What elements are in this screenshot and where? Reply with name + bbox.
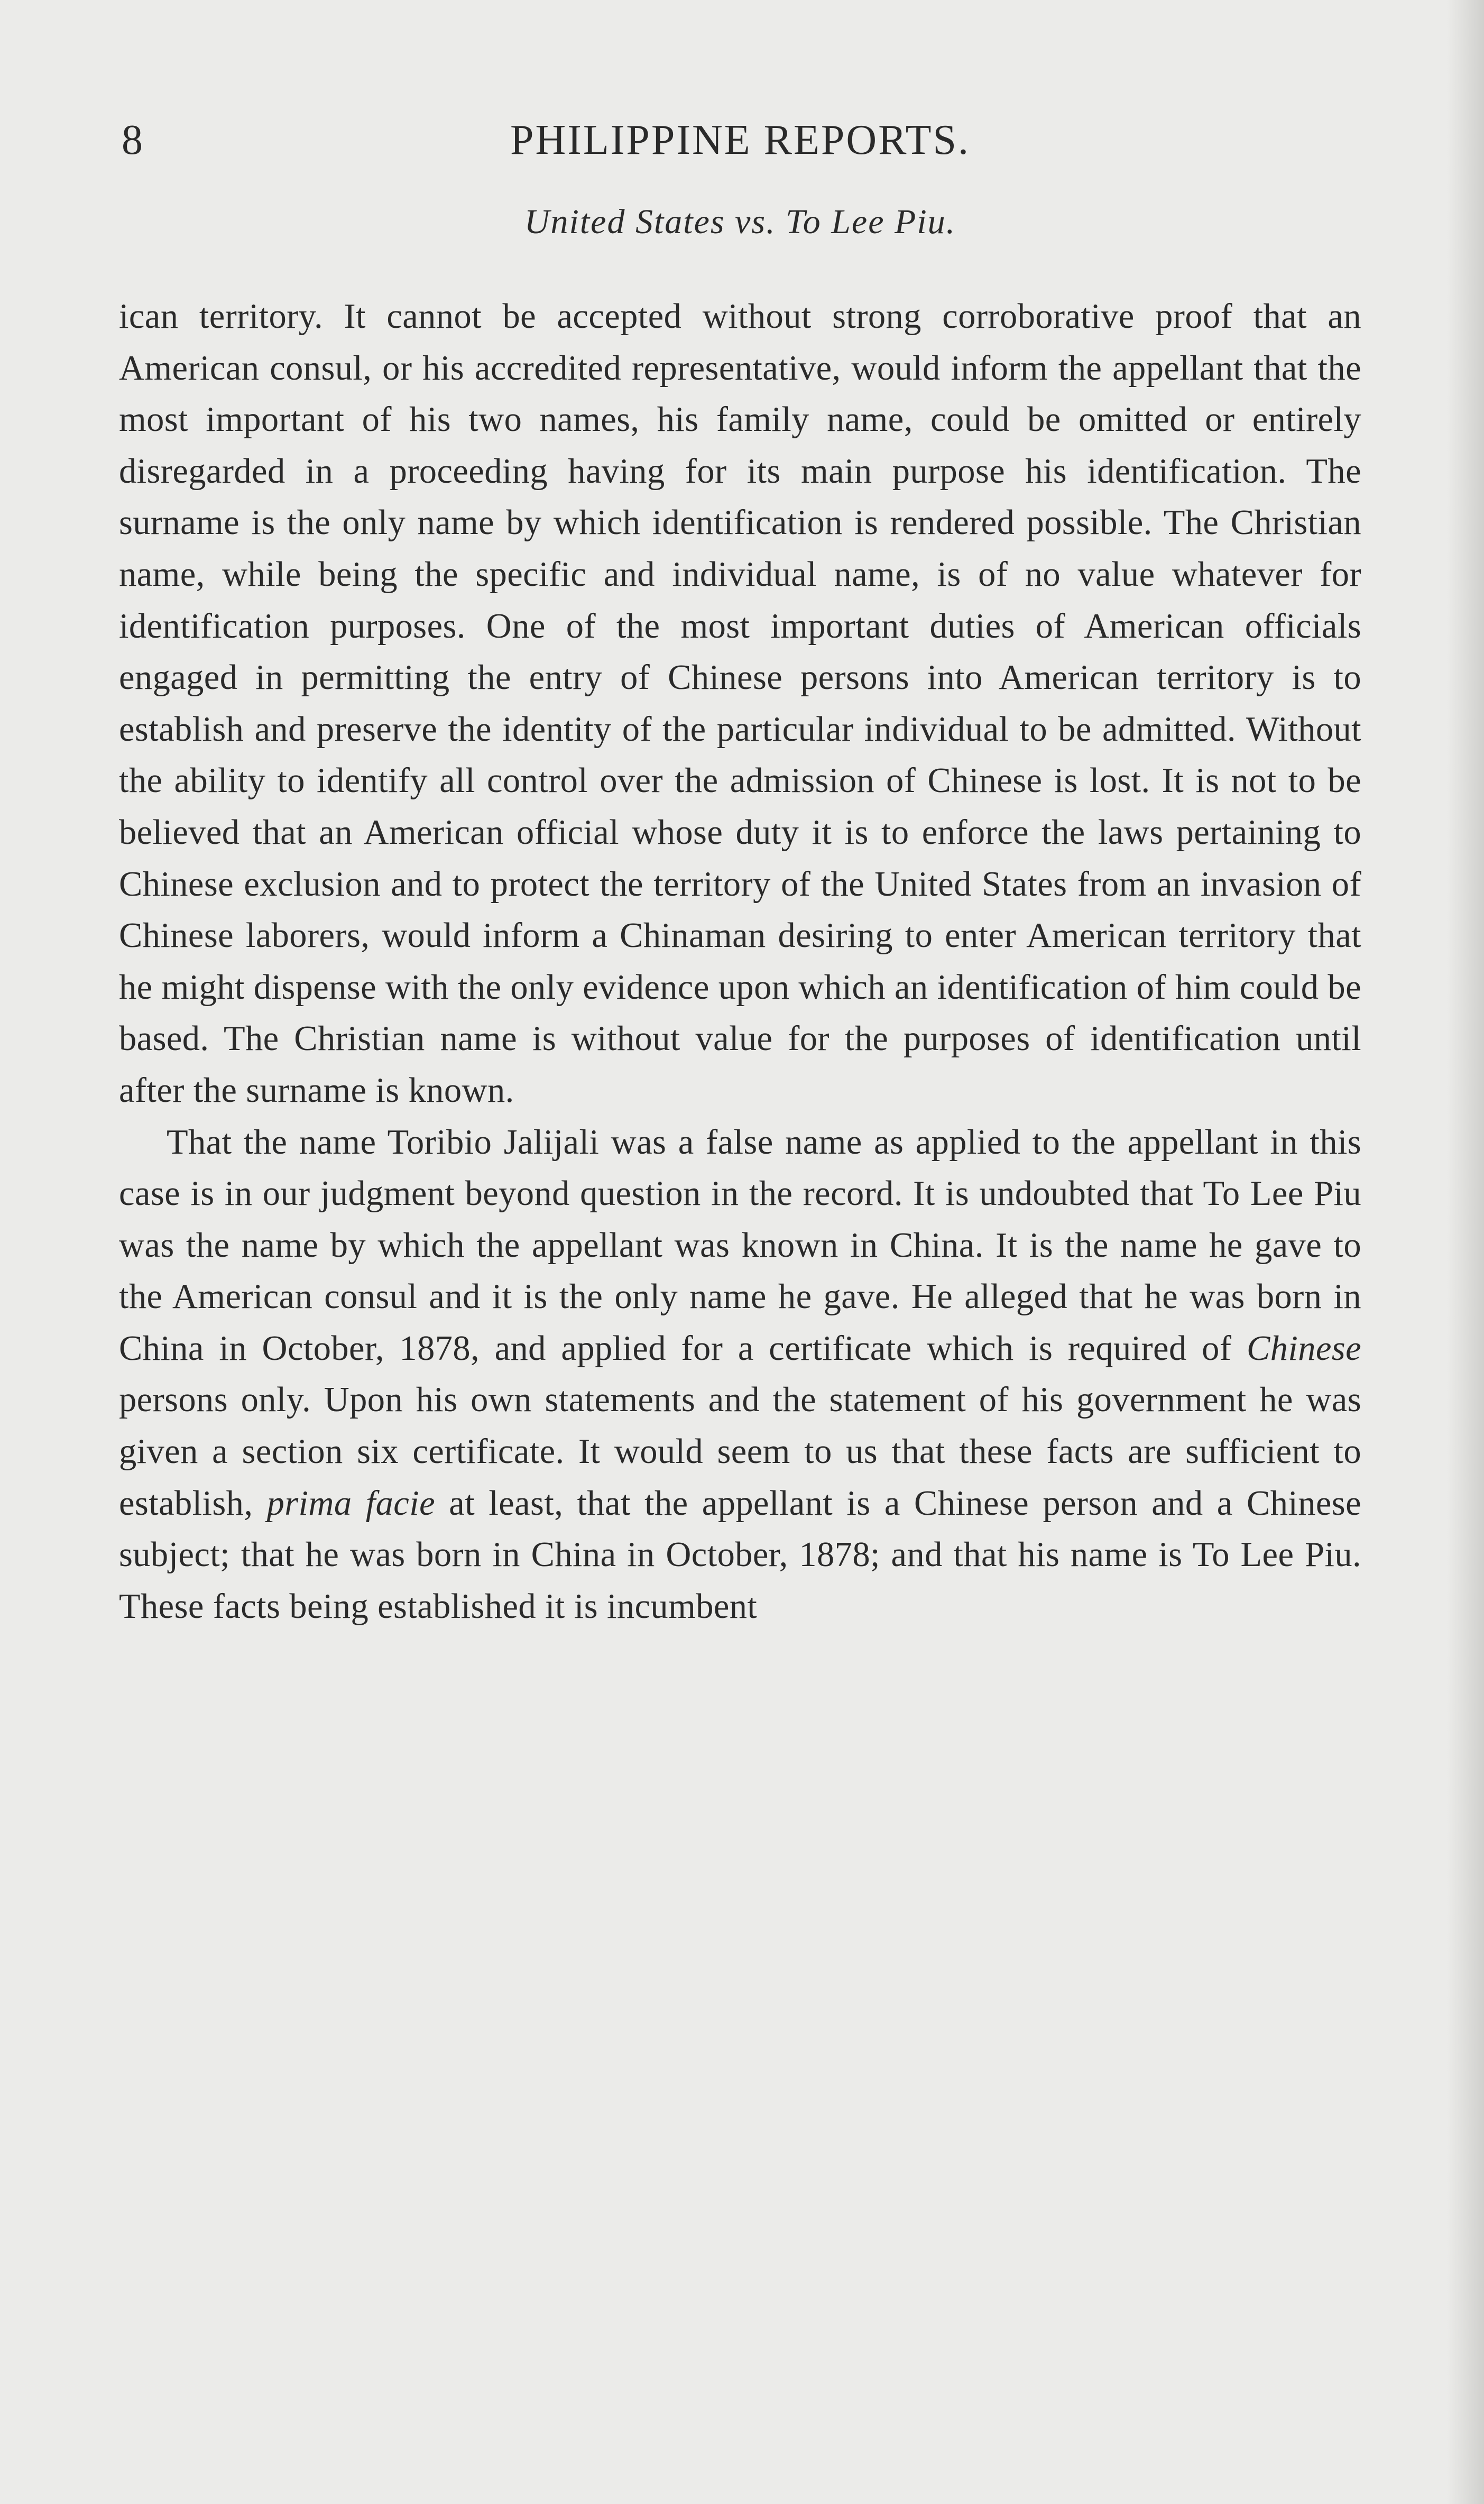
case-title: United States vs. To Lee Piu. — [524, 202, 956, 241]
paragraph-1: ican territory. It cannot be accepted without strong corroborative proof that an American consul, or his accredited representative, would inform the appellant that the most important of his two names, his family name, could be omitted or entirely disregarded in a proceeding having for its main purpose his identification. The surname is the only name by which identification is rendered possible. The Christian name, while being the specific and individual name, is of no value whatever for identification purposes. One of the most important duties of American officials engaged in permitting the entry of Chinese persons into American territory is to establish and preserve the identity of the particular individual to be admitted. Without the ability to identify all control over the admission of Chinese is lost. It is not to be believed that an American official whose duty it is to enforce the laws pertaining to Chinese exclusion and to protect the territory of the United States from an invasion of Chinese laborers, would inform a Chinaman desiring to enter American territory that he might dispense with the only evidence upon which an identification of him could be based. The Christian name is without value for the purposes of identification until after the surname is known. — [119, 297, 1361, 1110]
paragraph-2-part-1: That the name Toribio Jalijali was a false name as applied to the appellant in this case is in our judgment beyond question in the record. It is undoubted that To Lee Piu was the name by which the appellant was known in China. It is the name he gave to the American consul and it is the only name he gave. He alleged that he was born in China in October, 1878, and applied for a certificate which is required of — [119, 1122, 1361, 1368]
paragraph-2-italic-2: prima facie — [266, 1484, 436, 1523]
paragraph-2 — [119, 1117, 1361, 1633]
paragraph-2-italic-1: Chinese — [1246, 1329, 1361, 1368]
paragraph-2-part-3: at least, that the appellant is a Chinese person and a Chinese subject; that he was born in China in October, 1878; and that his name is To Lee Piu. These facts being established it is incumbent — [119, 1484, 1362, 1626]
running-title: PHILIPPINE REPORTS. — [510, 117, 971, 163]
page-number: 8 — [122, 117, 143, 163]
paragraph-2-part-2: persons only. Upon his own statements and the statement of his government he was given a section six certificate. It would seem to us that these facts are sufficient to establish, — [119, 1380, 1361, 1523]
page-edge-shadow — [1447, 0, 1484, 2504]
page-header — [122, 114, 1359, 167]
body-text — [119, 291, 1361, 1632]
